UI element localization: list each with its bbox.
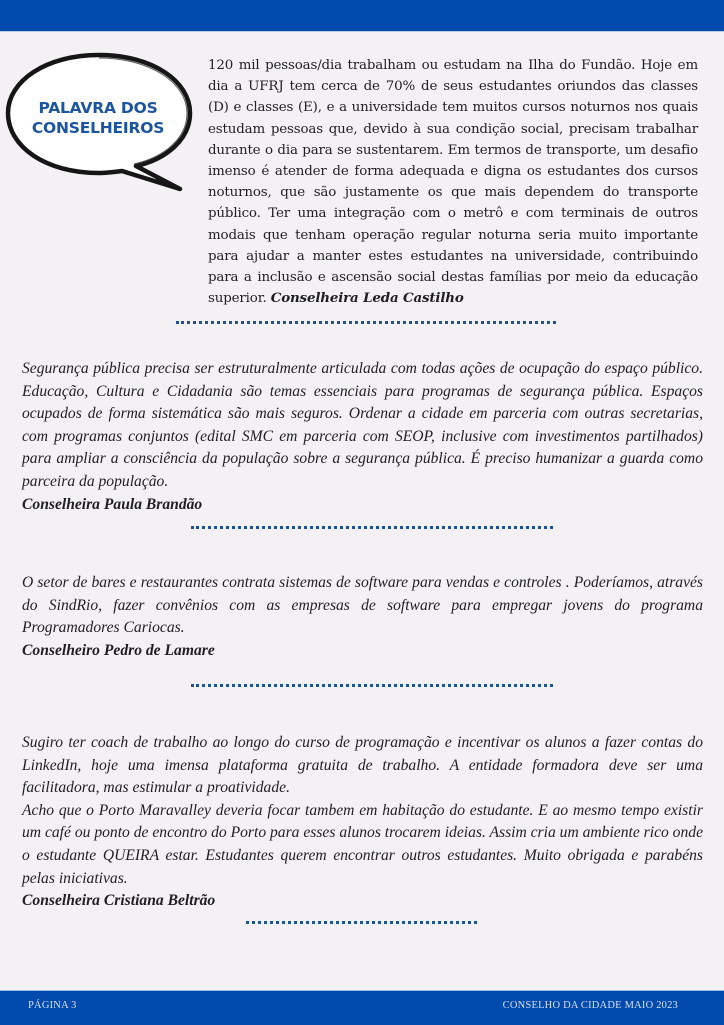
quote-author: Conselheiro Pedro de Lamare xyxy=(22,641,215,659)
section-title-line2: CONSELHEIROS xyxy=(31,119,165,137)
quote-text: Acho que o Porto Maravalley deveria focar tambem em habitação do estudante. E ao mesmo tempo existir um café ou ponto de encontro do Porto para esses alunos trocarem ideias. Assim cria um ambiente rico onde o estudante QUEIRA estar. Estudantes querem encontrar outros estudantes. Muito obrigada e parabéns pelas iniciativas. xyxy=(22,801,703,887)
section-title-line1: PALAVRA DOS xyxy=(38,99,158,117)
intro-author: Conselheira Leda Castilho xyxy=(270,290,464,307)
dotted-divider xyxy=(191,526,553,529)
quote-author: Conselheira Cristiana Beltrão xyxy=(22,892,216,910)
header-bar xyxy=(0,0,724,32)
quote-text: Sugiro ter coach de trabalho ao longo do curso de programação e incentivar os alunos a fazer contas do LinkedIn, hoje uma imensa plataforma gratuita de trabalho. A entidade formadora deve ser uma facilitadora, mas estimular a proatividade. xyxy=(22,734,703,797)
quote-author: Conselheira Paula Brandão xyxy=(22,495,203,513)
footer-bar xyxy=(0,990,724,1025)
footer-publication: CONSELHO DA CIDADE MAIO 2023 xyxy=(502,1000,678,1011)
dotted-divider xyxy=(176,321,556,324)
page-number: PÁGINA 3 xyxy=(28,1000,77,1011)
section-title xyxy=(22,98,174,138)
dotted-divider xyxy=(191,684,553,687)
intro-paragraph xyxy=(208,55,698,309)
intro-text: 120 mil pessoas/dia trabalham ou estudam na Ilha do Fundão. Hoje em dia a UFRJ tem cerca de 70% de seus estudantes oriundos das classes (D) e classes (E), e a universidade tem muitos cursos noturnos nos quais estudam pessoas que, devido à sua condição social, precisam trabalhar durante o dia para se sustentarem. Em termos de transporte, um desafio imenso é atender de forma adequada e digna os estudantes dos cursos noturnos, que são justamente os que mais dependem do transporte público. Ter uma integração com o metrô e com terminais de outros modais que tenham operação regular noturna seria muito importante para ajudar a manter estes estudantes na universidade, contribuindo para a inclusão e ascensão social destas famílias por meio da educação superior. xyxy=(208,58,698,307)
dotted-divider xyxy=(246,921,477,924)
quote-text: Segurança pública precisa ser estruturalmente articulada com todas ações de ocupação do espaço público. Educação, Cultura e Cidadania são temas essenciais para programas de segurança pública. Espaços ocupados de forma sistemática são mais seguros. Ordenar a cidade em parceria com outras secretarias, com programas conjuntos (edital SMC em parceria com SEOP, inclusive com investimentos partilhados) para ampliar a consciência da população sobre a segurança pública. É preciso humanizar a guarda como parceira da população. xyxy=(22,360,703,490)
quote-block xyxy=(22,732,703,913)
quote-text: O setor de bares e restaurantes contrata sistemas de software para vendas e controles . Poderíamos, através do SindRio, fazer convênios com as empresas de software para empregar jovens do programa Programadores Cariocas. xyxy=(22,574,703,637)
quote-block xyxy=(22,358,703,516)
quote-block xyxy=(22,572,703,662)
